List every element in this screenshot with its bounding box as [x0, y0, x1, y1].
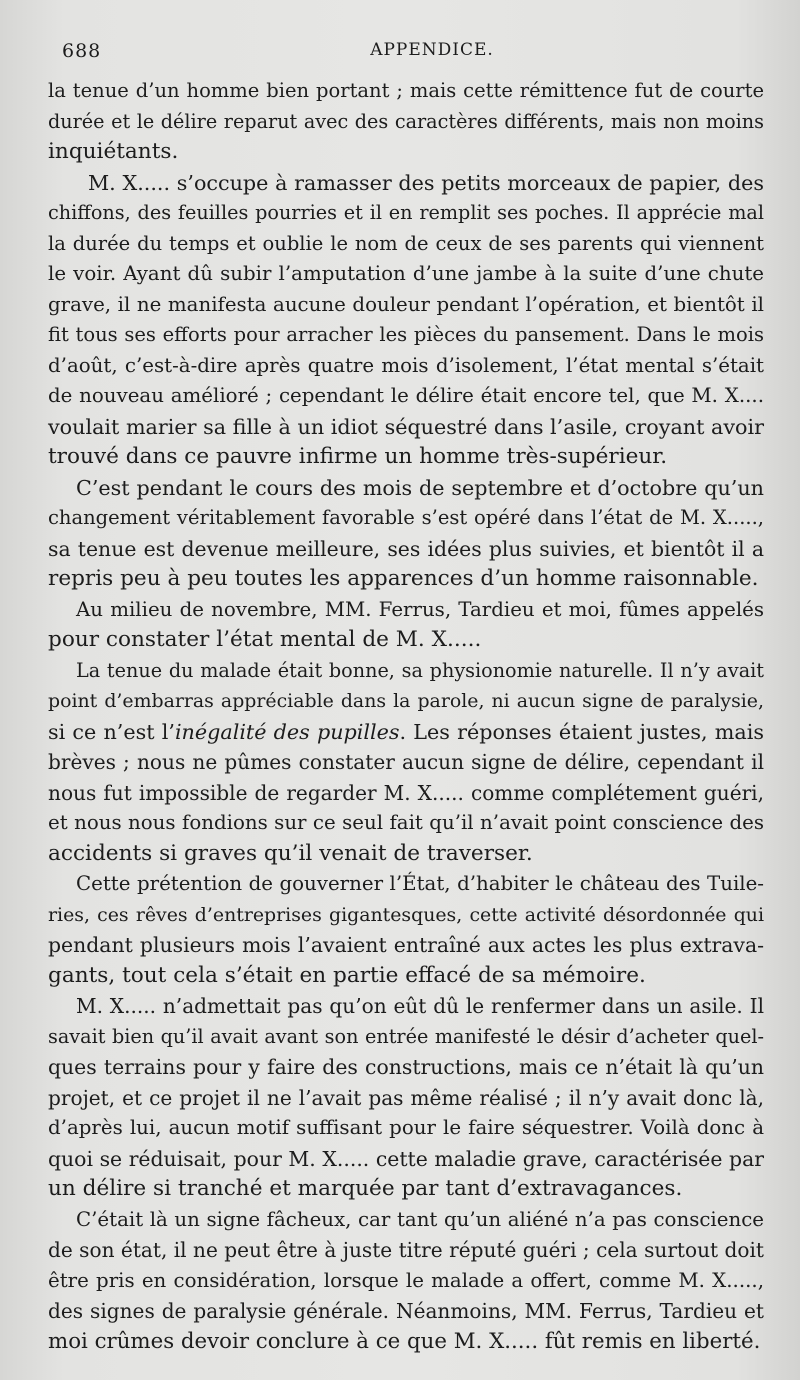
paragraph	[48, 595, 764, 656]
text-line: inquiétants.	[48, 139, 179, 164]
text-line: Au milieu de novembre, MM. Ferrus, Tardieu et moi, fûmes appelés	[76, 597, 764, 621]
page-body	[48, 76, 764, 1357]
paragraph	[48, 473, 764, 595]
text-line: la durée du temps et oublie le nom de ceux de ses parents qui viennent	[48, 231, 764, 255]
text-line: des signes de paralysie générale. Néanmoins, MM. Ferrus, Tardieu et	[48, 1299, 764, 1323]
text-line-with-italic	[48, 717, 764, 748]
paragraph	[48, 991, 764, 1205]
page-number: 688	[62, 40, 102, 62]
text-line: brèves ; nous ne pûmes constater aucun signe de délire, cependant il	[48, 750, 764, 774]
text-line: accidents si graves qu’il venait de traverser.	[48, 840, 533, 866]
paragraph	[48, 656, 764, 870]
text-line: ries, ces rêves d’entreprises gigantesques, cette activité désordonnée qui	[48, 903, 764, 926]
text-line: projet, et ce projet il ne l’avait pas même réalisé ; il n’y avait donc là,	[48, 1085, 764, 1110]
text-line: pendant plusieurs mois l’avaient entraîné aux actes les plus extrava-	[48, 933, 764, 957]
text-line: C’est pendant le cours des mois de septembre et d’octobre qu’un	[76, 475, 764, 500]
text-line: C’était là un signe fâcheux, car tant qu’un aliéné n’a pas conscience	[76, 1207, 764, 1231]
text-line: le voir. Ayant dû subir l’amputation d’une jambe à la suite d’une chute	[48, 262, 764, 285]
running-head: APPENDICE.	[370, 40, 494, 60]
paragraph	[48, 869, 764, 991]
text-line: nous fut impossible de regarder M. X..... comme complétement guéri,	[48, 780, 764, 805]
paragraph	[48, 1205, 764, 1358]
text-line: grave, il ne manifesta aucune douleur pendant l’opération, et bientôt il	[48, 292, 764, 316]
text-line: quoi se réduisait, pour M. X..... cette maladie grave, caractérisée par	[48, 1146, 764, 1171]
text-line: la tenue d’un homme bien portant ; mais cette rémittence fut de courte	[48, 79, 764, 102]
text-line: Cette prétention de gouverner l’État, d’habiter le château des Tuile-	[76, 872, 764, 895]
text-line: durée et le délire reparut avec des caractères différents, mais non moins	[48, 109, 764, 133]
text-line: changement véritablement favorable s’est opéré dans l’état de M. X.....,	[48, 506, 764, 529]
text-line: repris peu à peu toutes les apparences d’un homme raisonnable.	[48, 566, 759, 591]
text-line: être pris en considération, lorsque le malade a offert, comme M. X.....,	[48, 1268, 764, 1292]
text-line: d’après lui, aucun motif suffisant pour le faire séquestrer. Voilà donc à	[48, 1116, 764, 1139]
text-line: La tenue du malade était bonne, sa physionomie naturelle. Il n’y avait	[76, 658, 764, 682]
page-header	[62, 40, 762, 70]
text-line: de nouveau amélioré ; cependant le délire était encore tel, que M. X....	[48, 384, 764, 407]
text-line: M. X..... n’admettait pas qu’on eût dû le renfermer dans un asile. Il	[76, 994, 764, 1018]
text-line: M. X..... s’occupe à ramasser des petits morceaux de papier, des	[88, 170, 764, 195]
text-line: chiffons, des feuilles pourries et il en remplit ses poches. Il apprécie mal	[48, 201, 764, 224]
paragraph	[48, 168, 764, 473]
text-line: trouvé dans ce pauvre infirme un homme très-supérieur.	[48, 444, 668, 469]
text-line: d’août, c’est-à-dire après quatre mois d’isolement, l’état mental s’était	[48, 353, 764, 377]
text-line: point d’embarras appréciable dans la parole, ni aucun signe de paralysie,	[48, 690, 764, 712]
text-line: pour constater l’état mental de M. X.....	[48, 627, 482, 652]
text-line: de son état, il ne peut être à juste titre réputé guéri ; cela surtout doit	[48, 1238, 764, 1262]
text-line: moi crûmes devoir conclure à ce que M. X..... fût remis en liberté.	[48, 1328, 761, 1354]
line-end: . Les réponses étaient justes, mais	[399, 719, 764, 744]
line-start: si ce n’est l’	[48, 719, 175, 744]
text-line: fit tous ses efforts pour arracher les pièces du pansement. Dans le mois	[48, 323, 764, 346]
text-line: savait bien qu’il avait avant son entrée manifesté le désir d’acheter quel-	[48, 1024, 764, 1048]
italic-phrase: inégalité des pupilles	[174, 719, 400, 744]
text-line: ques terrains pour y faire des constructions, mais ce n’était là qu’un	[48, 1055, 764, 1079]
text-line: sa tenue est devenue meilleure, ses idées plus suivies, et bientôt il a	[48, 536, 764, 561]
text-line: voulait marier sa fille à un idiot séquestré dans l’asile, croyant avoir	[48, 414, 764, 439]
text-line: et nous nous fondions sur ce seul fait qu’il n’avait point conscience des	[48, 811, 764, 834]
text-line: gants, tout cela s’était en partie effacé de sa mémoire.	[48, 962, 646, 988]
paragraph	[48, 76, 764, 168]
text-line: un délire si tranché et marquée par tant d’extravagances.	[48, 1176, 683, 1201]
